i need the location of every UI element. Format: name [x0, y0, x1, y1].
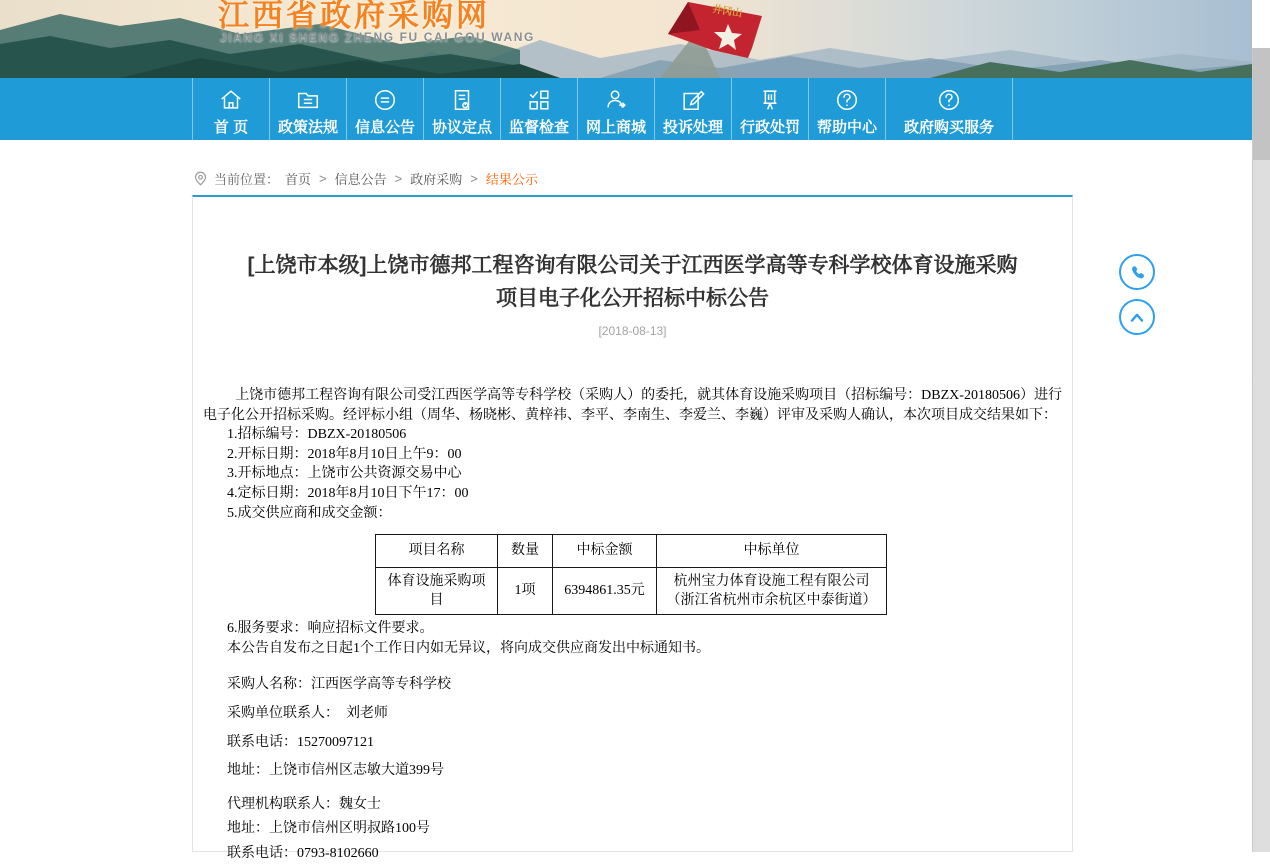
nav-label: 信息公告 — [354, 119, 415, 136]
notice-board-icon — [757, 87, 783, 113]
circle-lines-icon — [372, 87, 398, 113]
award-table — [375, 534, 887, 615]
breadcrumb-current: 结果公示 — [485, 172, 538, 187]
agency-contact-block — [203, 795, 1062, 864]
nav-label: 首 页 — [213, 119, 249, 136]
table-header-amount: 中标金额 — [553, 535, 657, 568]
nav-item-help-center[interactable] — [808, 78, 885, 140]
nav-item-policies[interactable] — [269, 78, 346, 140]
question-circle-icon — [936, 87, 962, 113]
nav-label: 监督检查 — [508, 119, 569, 136]
nav-item-supervision[interactable] — [500, 78, 577, 140]
table-header-winner: 中标单位 — [657, 535, 887, 568]
back-to-top-button[interactable] — [1119, 299, 1155, 335]
article-date: [2018-08-13] — [598, 324, 667, 338]
scrollbar-thumb[interactable] — [1253, 48, 1270, 160]
site-subtitle: JIANG XI SHENG ZHENG FU CAI GOU WANG — [220, 30, 535, 44]
nav-item-complaints[interactable] — [654, 78, 731, 140]
folder-icon — [295, 87, 321, 113]
article-paragraph: 上饶市德邦工程咨询有限公司受江西医学高等专科学校（采购人）的委托，就其体育设施采购项目（招标编号：DBZX-20180506）进行电子化公开招标采购。经评标小组（周华、杨晓彬、黄梓祎、李平、李南生、李爱兰、李巍）评审及采购人确认，本次项目成交结果如下： — [203, 388, 1062, 423]
table-header-quantity: 数量 — [498, 535, 553, 568]
article-body — [193, 386, 1072, 864]
list-item: 4.定标日期：2018年8月10日下午17：00 — [227, 485, 469, 501]
purchaser-contact-block — [203, 675, 1062, 780]
table-row — [376, 568, 887, 615]
list-item: 5.成交供应商和成交金额： — [227, 505, 392, 521]
article-title — [193, 249, 1072, 315]
purchaser-address: 地址：上饶市信州区志敏大道399号 — [227, 763, 444, 779]
banner-monument-text: 井冈山 — [711, 4, 743, 20]
purchaser-contact-person: 采购单位联系人： 刘老师 — [227, 705, 388, 721]
purchaser-phone: 联系电话：15270097121 — [227, 734, 374, 750]
cell-amount: 6394861.35元 — [553, 568, 657, 615]
cell-winner: 杭州宝力体育设施工程有限公司（浙江省杭州市余杭区中泰街道） — [657, 568, 887, 615]
banner-landscape-image — [0, 0, 1252, 78]
nav-label: 政策法规 — [277, 119, 338, 136]
service-requirement-line: 6.服务要求：响应招标文件要求。 — [227, 621, 434, 637]
cell-quantity: 1项 — [498, 568, 553, 615]
main-nav-items — [192, 78, 1013, 140]
article-title-line2: 项目电子化公开招标中标公告 — [496, 287, 769, 310]
list-item: 1.招标编号：DBZX-20180506 — [227, 427, 407, 443]
scrollbar-track[interactable] — [1252, 48, 1270, 852]
breadcrumb-separator: > — [319, 171, 327, 186]
phone-icon — [1127, 262, 1147, 282]
breadcrumb-link-announcements[interactable]: 信息公告 — [334, 172, 387, 187]
nav-item-agreement[interactable] — [423, 78, 500, 140]
agency-address: 地址：上饶市信州区明叔路100号 — [227, 821, 430, 837]
nav-item-online-mall[interactable] — [577, 78, 654, 140]
main-nav — [0, 78, 1252, 140]
nav-label: 网上商城 — [585, 119, 646, 136]
purchaser-name: 采购人名称：江西医学高等专科学校 — [227, 677, 451, 693]
document-icon — [449, 87, 475, 113]
nav-item-gov-purchase-service[interactable] — [885, 78, 1013, 140]
nav-item-announcements[interactable] — [346, 78, 423, 140]
article-title-line1: [上饶市本级]上饶市德邦工程咨询有限公司关于江西医学高等专科学校体育设施采购 — [247, 254, 1018, 277]
breadcrumb-link-home[interactable]: 首页 — [285, 172, 312, 187]
content-panel — [192, 195, 1073, 861]
list-item: 2.开标日期：2018年8月10日上午9：00 — [227, 446, 462, 462]
edit-icon — [680, 87, 706, 113]
question-circle-icon — [834, 87, 860, 113]
nav-label: 行政处罚 — [739, 119, 800, 136]
nav-label: 协议定点 — [431, 119, 492, 136]
nav-item-penalties[interactable] — [731, 78, 808, 140]
chevron-up-icon — [1127, 307, 1147, 327]
nav-label: 政府购买服务 — [903, 119, 994, 136]
home-icon — [218, 87, 244, 113]
nav-label: 帮助中心 — [816, 119, 877, 136]
nav-item-home[interactable] — [192, 78, 269, 140]
nav-label: 投诉处理 — [662, 119, 723, 136]
objection-notice-line: 本公告自发布之日起1个工作日内如无异议，将向成交供应商发出中标通知书。 — [227, 640, 710, 656]
breadcrumb-separator: > — [394, 171, 403, 186]
header-banner — [0, 0, 1252, 78]
breadcrumb-prefix: 当前位置： — [214, 172, 280, 187]
breadcrumb-link-gov-procurement[interactable]: 政府采购 — [410, 172, 463, 187]
cell-project-name: 体育设施采购项目 — [376, 568, 498, 615]
agency-phone: 联系电话：0793-8102660 — [227, 845, 379, 861]
breadcrumb — [193, 169, 538, 188]
table-header-row — [376, 535, 887, 568]
agency-contact-person: 代理机构联系人：魏女士 — [227, 796, 381, 812]
contact-phone-button[interactable] — [1119, 254, 1155, 290]
table-header-project-name: 项目名称 — [376, 535, 498, 568]
check-grid-icon — [526, 87, 552, 113]
list-item: 3.开标地点：上饶市公共资源交易中心 — [227, 466, 462, 482]
user-arrow-icon — [603, 87, 629, 113]
site-title: 江西省政府采购网 — [218, 0, 490, 33]
location-pin-icon — [193, 171, 208, 186]
breadcrumb-separator: > — [470, 171, 478, 186]
